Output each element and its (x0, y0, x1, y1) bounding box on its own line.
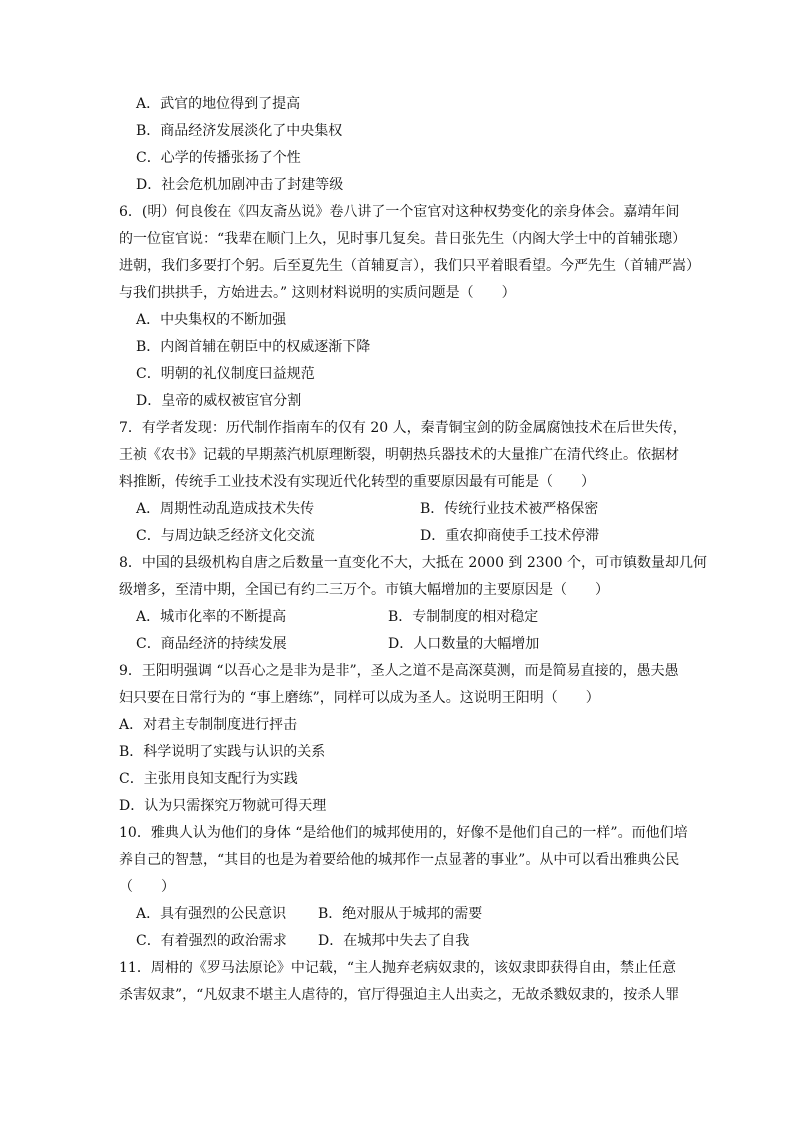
q10-stem-line-1: 10．雅典人认为他们的身体 “是给他们的城邦使用的，好像不是他们自己的一样”。而他们培 (119, 825, 688, 841)
q7-stem-line-3: 料推断，传统手工业技术没有实现近代化转型的重要原因最有可能是（ ） (119, 474, 595, 490)
q9-option-c: C．主张用良知支配行为实践 (119, 771, 298, 787)
q6-option-a: A．中央集权的不断加强 (136, 312, 287, 328)
q5-option-a: A．武官的地位得到了提高 (136, 96, 301, 112)
q10-option-a: A．具有强烈的公民意识 (136, 906, 287, 922)
q10-stem-line-3: （ ） (119, 879, 175, 895)
q11-stem-line-2: 杀害奴隶”，“凡奴隶不堪主人虐待的，官厅得强迫主人出卖之，无故杀戮奴隶的，按杀人罪 (119, 987, 680, 1003)
q8-stem-line-2: 级增多，至清中期，全国已有约二三万个。市镇大幅增加的主要原因是（ ） (119, 582, 609, 598)
q10-option-c: C．有着强烈的政治需求 (136, 933, 287, 949)
q10-option-b: B．绝对服从于城邦的需要 (318, 906, 483, 922)
q6-option-c: C．明朝的礼仪制度曰益规范 (136, 366, 315, 382)
q6-stem-line-1: 6．(明）何良俊在《四友斋丛说》卷八讲了一个宦官对这种权势变化的亲身体会。嘉靖年间 (119, 204, 680, 220)
q10-stem-line-2: 养自己的智慧，“其目的也是为着要给他的城邦作一点显著的事业”。从中可以看出雅典公民 (119, 852, 680, 868)
q11-stem-line-1: 11．周枏的《罗马法原论》中记载，“主人抛弃老病奴隶的，该奴隶即获得自由，禁止任意 (119, 960, 676, 976)
q7-option-b: B．传统行业技术被严格保密 (420, 501, 599, 517)
q7-option-c: C．与周边缺乏经济文化交流 (136, 528, 315, 544)
q5-option-b: B．商品经济发展淡化了中央集权 (136, 123, 343, 139)
q5-option-c: C．心学的传播张扬了个性 (136, 150, 301, 166)
q7-option-d: D．重农抑商使手工技术停滞 (420, 528, 600, 544)
q6-option-b: B．内阁首辅在朝臣中的权威逐渐下降 (136, 339, 371, 355)
q7-stem-line-1: 7．有学者发现：历代制作指南车的仅有 20 人，秦青铜宝剑的防金属腐蚀技术在后世失传， (119, 420, 687, 436)
q9-option-d: D．认为只需探究万物就可得天理 (119, 798, 327, 814)
q7-stem-line-2: 王祯《农书》记载的早期蒸汽机原理断裂，明朝热兵器技术的大量推广在清代终止。依据材 (119, 447, 679, 463)
q6-stem-line-2: 的一位宦官说：“我辈在顺门上久，见时事几复矣。昔日张先生（内阁大学士中的首辅张璁） (119, 231, 687, 247)
q8-option-a: A．城市化率的不断提高 (136, 609, 287, 625)
q6-stem-line-4: 与我们拱拱手，方始进去。” 这则材料说明的实质问题是（ ） (119, 285, 516, 301)
q8-option-d: D．人口数量的大幅增加 (388, 636, 540, 652)
q8-option-b: B．专制制度的相对稳定 (388, 609, 539, 625)
q9-option-b: B．科学说明了实践与认识的关系 (119, 744, 326, 760)
q9-stem-line-2: 妇只要在日常行为的 “事上磨练”，同样可以成为圣人。这说明王阳明（ ） (119, 690, 600, 706)
q10-option-d: D．在城邦中失去了自我 (318, 933, 470, 949)
q9-option-a: A．对君主专制制度进行抨击 (119, 717, 298, 733)
q7-option-a: A．周期性动乱造成技术失传 (136, 501, 315, 517)
q8-stem-line-1: 8．中国的县级机构自唐之后数量一直变化不大，大抵在 2000 到 2300 个，可市镇数量却几何 (119, 555, 707, 571)
q9-stem-line-1: 9．王阳明强调 “以吾心之是非为是非”，圣人之道不是高深莫测，而是简易直接的，愚夫愚 (119, 663, 679, 679)
q6-stem-line-3: 进朝，我们多要打个躬。后至夏先生（首辅夏言），我们只平着眼看望。今严先生（首辅严嵩） (119, 258, 700, 274)
q8-option-c: C．商品经济的持续发展 (136, 636, 287, 652)
q5-option-d: D．社会危机加剧冲击了封建等级 (136, 177, 344, 193)
q6-option-d: D．皇帝的威权被宦官分割 (136, 393, 302, 409)
